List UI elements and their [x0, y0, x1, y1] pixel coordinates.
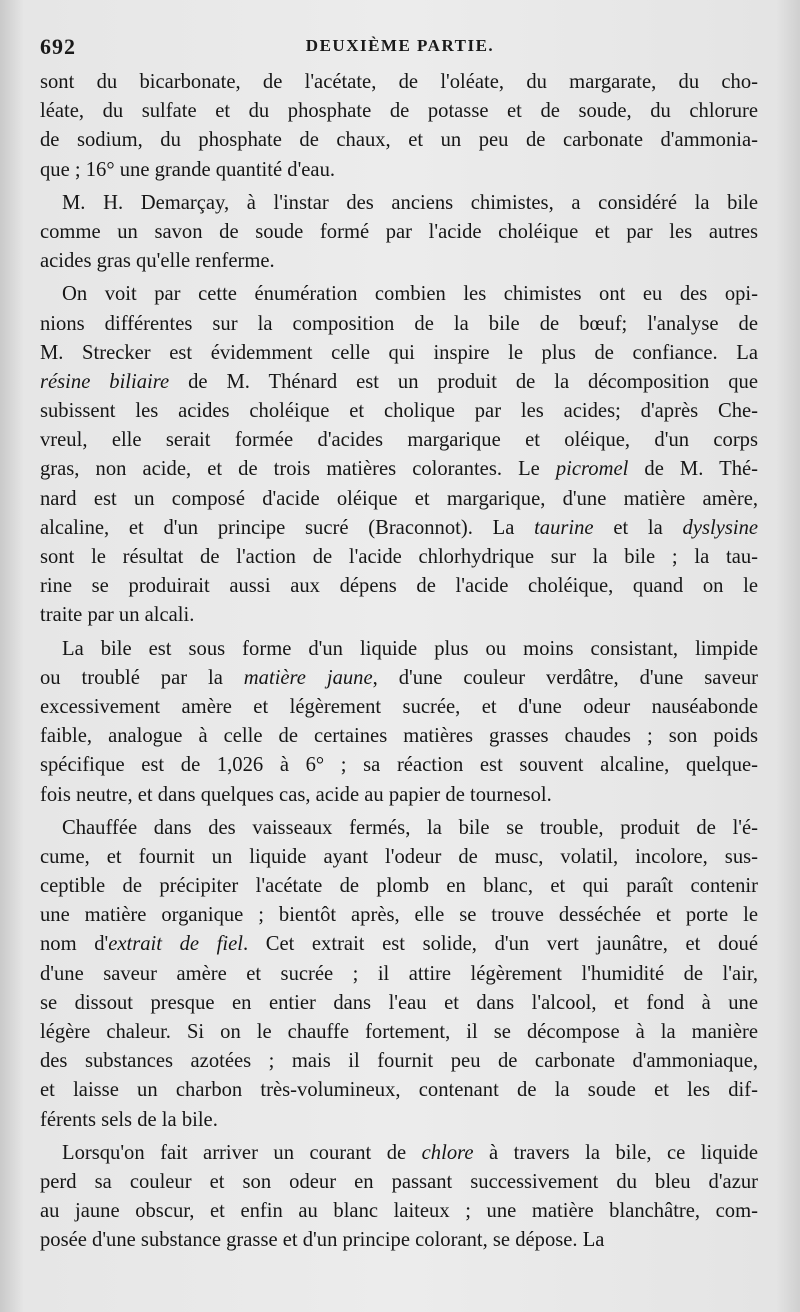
text-line: [40, 989, 758, 1018]
text-run: On voit par cette énumération combien les chimistes ont eu des opi-: [62, 283, 758, 306]
text-line: [40, 97, 758, 126]
text-run: de M. Thénard est un produit de la décomposition que: [169, 370, 758, 393]
text-line: [40, 751, 758, 780]
text-run: nions différentes sur la composition de la bile de bœuf; l'analyse de: [40, 312, 758, 335]
text-run: posée d'une substance grasse et d'un principe colorant, se dépose. La: [40, 1229, 605, 1252]
text-line: [40, 247, 758, 276]
page-number: 692: [40, 34, 76, 59]
text-line: [40, 280, 758, 309]
text-line: [40, 572, 758, 601]
text-line: [40, 635, 758, 664]
text-line: [40, 1168, 758, 1197]
italic-term: dyslysine: [682, 516, 759, 539]
text-run: faible, analogue à celle de certaines matières grasses chaudes ; son poids: [40, 725, 758, 748]
text-run: et laisse un charbon très-volumineux, contenant de la soude et les dif-: [40, 1079, 758, 1102]
text-run: . Cet extrait est solide, d'un vert jaunâtre, et doué: [242, 933, 758, 956]
text-line: [40, 485, 758, 514]
text-run: sont du bicarbonate, de l'acétate, de l'oléate, du margarate, du cho-: [40, 71, 758, 93]
text-run: alcaline, et d'un principe sucré (Braconnot). La: [40, 516, 535, 539]
text-line: [40, 1018, 758, 1047]
text-run: légère chaleur. Si on le chauffe fortement, il se décompose à la manière: [40, 1021, 758, 1043]
text-run: M. H. Demarçay, à l'instar des anciens chimistes, a considéré la bile: [62, 191, 758, 214]
text-run: cume, et fournit un liquide ayant l'odeur de musc, volatil, incolore, sus-: [40, 845, 758, 868]
text-run: subissent les acides choléique et cholique par les acides; d'après Che-: [40, 400, 758, 423]
text-run: M. Strecker est évidemment celle qui inspire le plus de confiance. La: [40, 341, 758, 364]
paragraph: [40, 1139, 758, 1256]
text-line: [40, 664, 758, 693]
text-run: fois neutre, et dans quelques cas, acide au papier de tournesol.: [40, 783, 552, 806]
text-line: [40, 68, 758, 97]
text-line: [40, 455, 758, 484]
text-line: [40, 930, 758, 959]
text-line: [40, 1106, 758, 1135]
text-run: férents sels de la bile.: [40, 1108, 218, 1131]
text-run: à travers la bile, ce liquide: [473, 1141, 758, 1164]
text-line: [40, 1226, 758, 1255]
text-run: La bile est sous forme d'un liquide plus ou moins consistant, limpide: [62, 637, 758, 660]
text-run: spécifique est de 1,026 à 6° ; sa réaction est souvent alcaline, quelque-: [40, 754, 758, 777]
text-line: [40, 960, 758, 989]
text-run: des substances azotées ; mais il fournit peu de carbonate d'ammoniaque,: [40, 1050, 758, 1073]
text-run: Chauffée dans des vaisseaux fermés, la bile se trouble, produit de l'é-: [62, 816, 758, 839]
text-line: [40, 1076, 758, 1105]
body-text: [40, 68, 758, 1256]
paragraph: [40, 635, 758, 810]
text-run: de sodium, du phosphate de chaux, et un peu de carbonate d'ammonia-: [40, 129, 758, 152]
text-run: Lorsqu'on fait arriver un courant de: [62, 1141, 422, 1164]
text-line: [40, 693, 758, 722]
text-line: [40, 426, 758, 455]
italic-term: picromel: [555, 458, 629, 481]
text-run: excessivement amère et légèrement sucrée, et d'une odeur nauséabonde: [40, 695, 758, 718]
text-line: [40, 901, 758, 930]
paragraph: [40, 280, 758, 630]
text-line: [40, 368, 758, 397]
text-line: [40, 722, 758, 751]
text-run: et la: [593, 516, 683, 539]
italic-term: matière jaune: [243, 666, 373, 689]
paragraph: [40, 814, 758, 1135]
text-line: [40, 189, 758, 218]
text-line: [40, 397, 758, 426]
text-line: [40, 543, 758, 572]
text-run: nom d': [40, 933, 109, 956]
text-run: traite par un alcali.: [40, 604, 195, 627]
paragraph: [40, 68, 758, 185]
text-line: [40, 1047, 758, 1076]
text-line: [40, 218, 758, 247]
paragraph: [40, 189, 758, 277]
text-line: [40, 1197, 758, 1226]
running-head: DEUXIÈME PARTIE.: [305, 36, 495, 55]
text-run: que ; 16° une grande quantité d'eau.: [40, 158, 336, 181]
text-run: au jaune obscur, et enfin au blanc laiteux ; une matière blanchâtre, com-: [40, 1200, 758, 1223]
text-line: [40, 601, 758, 630]
text-run: gras, non acide, et de trois matières colorantes. Le: [40, 458, 556, 481]
text-line: [40, 1139, 758, 1168]
italic-term: taurine: [534, 516, 594, 539]
italic-term: extrait de fiel: [108, 933, 243, 956]
text-run: sont le résultat de l'action de l'acide chlorhydrique sur la bile ; la tau-: [40, 546, 758, 568]
text-run: une matière organique ; bientôt après, elle se trouve desséchée et porte le: [40, 904, 758, 927]
text-line: [40, 781, 758, 810]
text-line: [40, 872, 758, 901]
text-run: ou troublé par la: [40, 666, 244, 689]
text-line: [40, 843, 758, 872]
text-run: vreul, elle serait formée d'acides margarique et oléique, d'un corps: [40, 429, 758, 452]
text-run: perd sa couleur et son odeur en passant successivement du bleu d'azur: [40, 1170, 758, 1193]
text-line: [40, 814, 758, 843]
text-run: , d'une couleur verdâtre, d'une saveur: [372, 666, 758, 689]
italic-term: résine biliaire: [40, 370, 170, 393]
text-line: [40, 339, 758, 368]
text-line: [40, 514, 758, 543]
text-line: [40, 310, 758, 339]
text-run: se dissout presque en entier dans l'eau et dans l'alcool, et fond à une: [40, 991, 758, 1014]
text-run: de M. Thé-: [628, 458, 758, 481]
text-run: ceptible de précipiter l'acétate de plomb en blanc, et qui paraît contenir: [40, 875, 758, 898]
text-run: rine se produirait aussi aux dépens de l'acide choléique, quand on le: [40, 575, 758, 598]
text-run: acides gras qu'elle renferme.: [40, 250, 275, 273]
page-header: [40, 34, 760, 60]
text-line: [40, 156, 758, 185]
text-run: léate, du sulfate et du phosphate de potasse et de soude, du chlorure: [40, 100, 758, 123]
text-line: [40, 126, 758, 155]
text-run: d'une saveur amère et sucrée ; il attire légèrement l'humidité de l'air,: [40, 962, 758, 985]
text-run: comme un savon de soude formé par l'acide choléique et par les autres: [40, 220, 758, 243]
text-run: nard est un composé d'acide oléique et margarique, d'une matière amère,: [40, 487, 758, 510]
italic-term: chlore: [421, 1141, 474, 1164]
